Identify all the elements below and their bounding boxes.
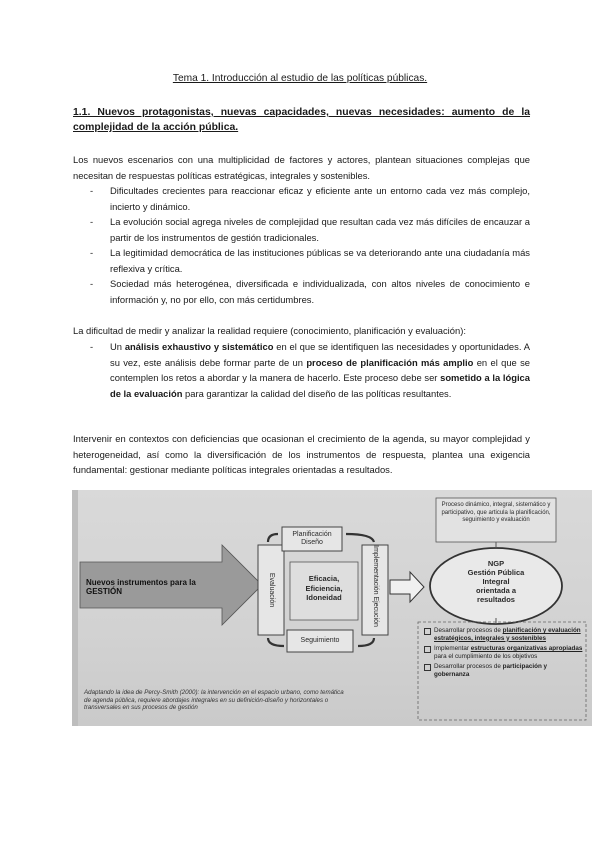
ngp-line: Gestión Pública [467, 568, 525, 577]
checklist-item [424, 663, 584, 678]
center-line: Eficiencia, [305, 583, 343, 593]
page-title: Tema 1. Introducción al estudio de las políticas públicas. [172, 73, 428, 84]
checklist [424, 627, 584, 682]
implementacion-label: Implementación Ejecución [372, 545, 379, 627]
text-run: Implementar [434, 645, 471, 653]
dash-bullet: - [90, 247, 94, 258]
cycle-arrow-top-left [268, 534, 278, 542]
dash-bullet: - [90, 216, 94, 227]
text-run: Desarrollar procesos de [434, 663, 503, 671]
bold-run: sometido a la lógica de la evaluación [110, 372, 530, 399]
ngp-line: orientada a [475, 586, 516, 595]
list-item-text: Dificultades crecientes para reaccionar eficaz y eficiente ante un entorno cada vez más complejo, incierto y dinámico. [110, 185, 530, 212]
paragraph-requirement: La dificultad de medir y analizar la realidad requiere (conocimiento, planificación y evaluación): [73, 325, 466, 336]
section-heading: 1.1. Nuevos protagonistas, nuevas capacidades, nuevas necesidades: aumento de la complejidad de la acción pública. [73, 107, 530, 133]
checklist-item [424, 627, 584, 642]
bullet-list-difficulties [73, 183, 530, 307]
checkbox-icon [424, 664, 431, 671]
planificacion-label: Planificación Diseño [292, 531, 332, 546]
underlined-run: planificación y evaluación estratégicos, integrales y sostenibles [434, 627, 581, 642]
text-run: en el que se identifiquen las necesidades y oportunidades. A su vez, este análisis debe formar parte de un [110, 341, 530, 368]
bullet-list-analysis [73, 339, 530, 401]
paragraph-intro: Los nuevos escenarios con una multiplicidad de factores y actores, plantean situaciones complejas que necesitan de respuestas políticas estratégicas, integrales y sostenibles. [73, 154, 530, 181]
dash-bullet: - [90, 185, 94, 196]
underlined-run: estructuras organizativas apropiadas [470, 645, 583, 653]
center-label [290, 574, 358, 603]
gestion-arrow-label: Nuevos instrumentos para la GESTIÓN [86, 578, 196, 596]
center-line: Eficacia, [308, 574, 340, 583]
bold-run: análisis exhaustivo y sistemático [124, 341, 274, 352]
ngp-label [436, 559, 556, 604]
ngp-arrow [390, 572, 424, 602]
diagram-caption: Adaptando la idea de Percy-Smith (2000): la intervención en el espacio urbano, como temática de agenda pública, requiere abordajes integrales en su definición-diseño y horizontales o transversales en sus procesos de gestión [84, 689, 344, 711]
text-run: Un [110, 341, 125, 352]
list-item-text: La evolución social agrega niveles de complejidad que resultan cada vez más difíciles de encauzar a partir de los instrumentos de gestión tradicionales. [110, 216, 530, 243]
text-run: Desarrollar procesos de [434, 627, 503, 634]
list-item [73, 339, 530, 401]
text-run: para garantizar la calidad del diseño de las políticas resultantes. [182, 387, 452, 399]
dash-bullet: - [90, 341, 94, 352]
note-text: Proceso dinámico, integral, sistemático y participativo, que articula la planificación, seguimiento y evaluación [441, 502, 551, 523]
list-item [73, 214, 530, 245]
cycle-arrow-bottom-right [358, 638, 374, 646]
list-item [73, 183, 530, 214]
diagram-photo [72, 490, 592, 726]
list-item [73, 245, 530, 276]
list-item-text: La legitimidad democrática de las instituciones públicas se va deteriorando ante una ciudadanía más reflexiva y crítica. [110, 247, 530, 274]
paragraph-conclusion: Intervenir en contextos con deficiencias que ocasionan el crecimiento de la agenda, su mayor complejidad y heterogeneidad, así como la diversificación de los instrumentos de respuesta, plantea una exigencia fundamental: gestionar mediante políticas integrales orientadas a resultados. [73, 433, 530, 475]
bold-run: proceso de planificación más amplio [306, 356, 474, 368]
text-run: en el que se contemplen los retos a abordar y la manera de hacerlo. Este proceso debe ser [110, 356, 531, 383]
dash-bullet: - [90, 278, 94, 289]
text-run: para el cumplimiento de los objetivos [434, 652, 538, 660]
ngp-line: NGP [487, 559, 505, 568]
cycle-arrow-bottom-left [268, 638, 284, 646]
bold-run: participación y gobernanza [434, 663, 548, 678]
ngp-line: resultados [477, 595, 515, 604]
checkbox-icon [424, 646, 431, 653]
ngp-line: Integral [482, 577, 510, 586]
checklist-item [424, 645, 584, 660]
checkbox-icon [424, 628, 431, 635]
center-line: Idoneidad [306, 593, 342, 602]
seguimiento-label: Seguimiento [300, 637, 340, 644]
evaluacion-label: Evaluación [268, 572, 275, 608]
list-item [73, 276, 530, 307]
cycle-arrow-top-right [346, 534, 374, 542]
list-item-text: Sociedad más heterogénea, diversificada e individualizada, con altos niveles de conocimiento e información y, no por ello, con más certidumbres. [110, 278, 530, 305]
